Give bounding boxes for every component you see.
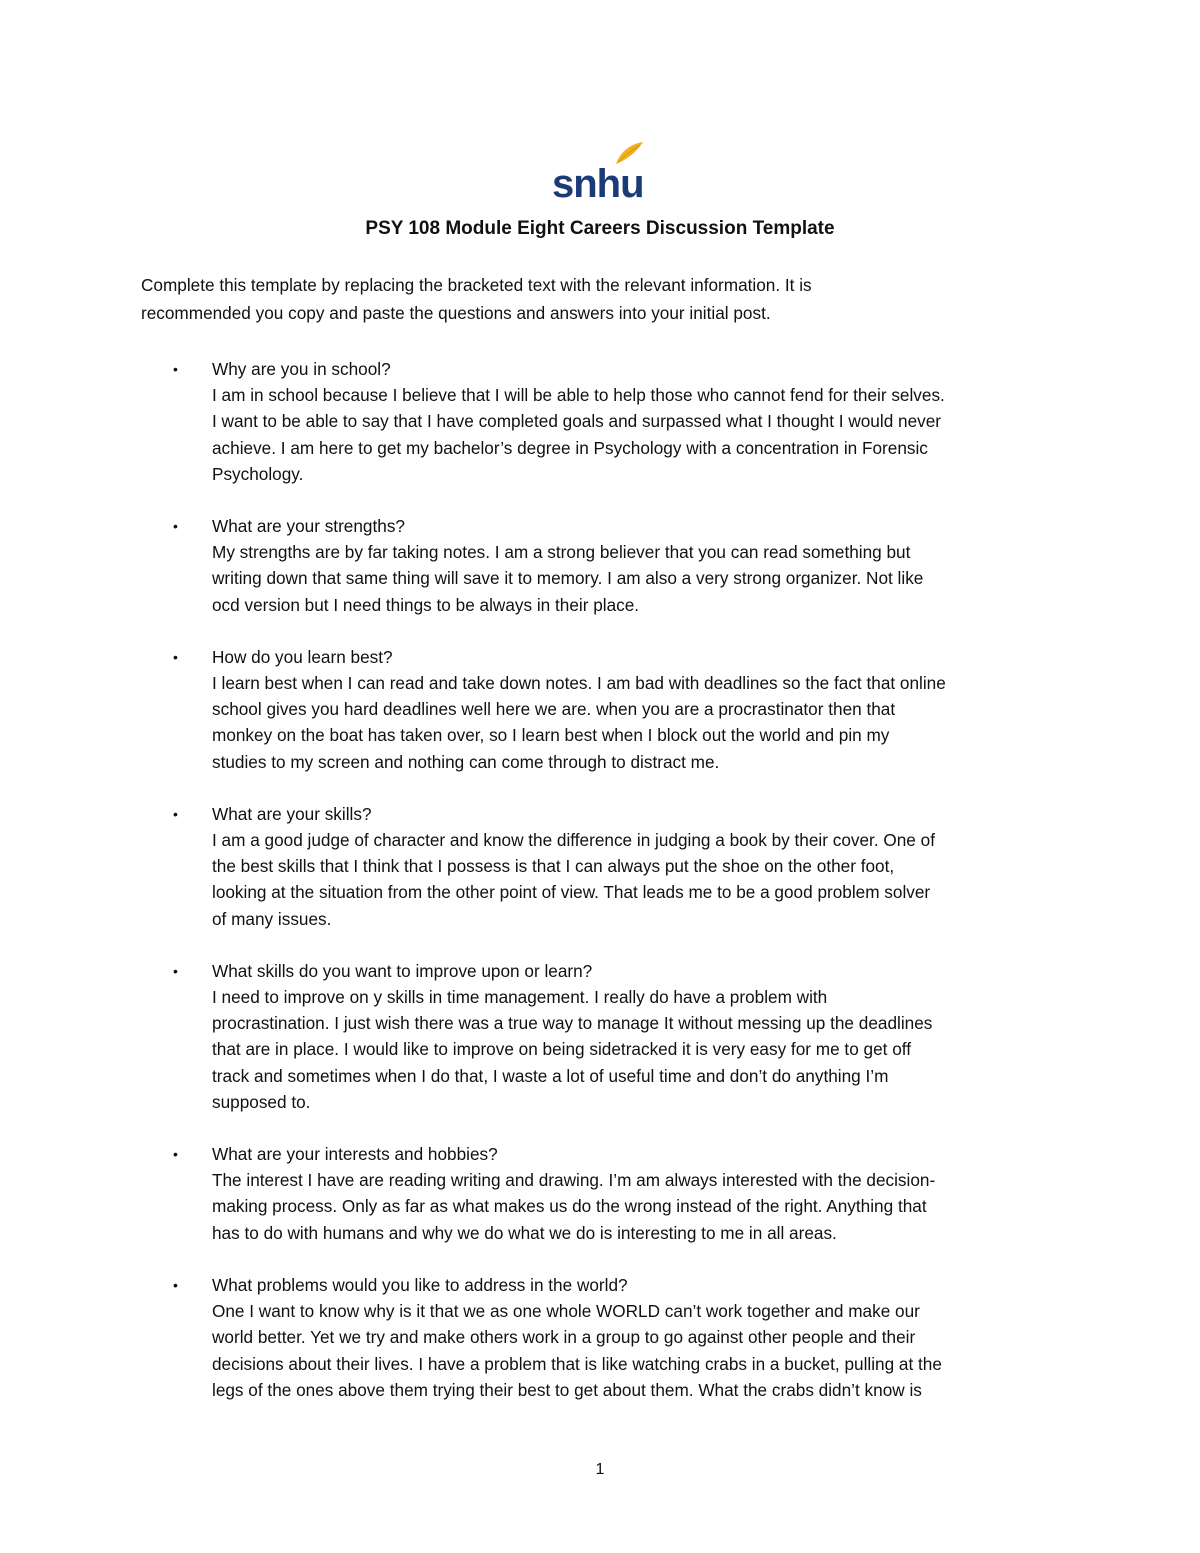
bullet-icon: •: [173, 805, 178, 822]
question-text: Why are you in school?: [212, 359, 391, 379]
bullet-icon: •: [173, 518, 178, 535]
bullet-icon: •: [173, 1276, 178, 1293]
question-text: What are your strengths?: [212, 516, 405, 537]
question-item: [141, 513, 1071, 618]
question-item: [141, 958, 1071, 1115]
answer-text: I learn best when I can read and take down notes. I am bad with deadlines so the fact that online school gives you hard deadlines well here we are. when you are a procrastinator then that monkey on the boat has taken over, so I learn best when I block out the world and pin my studies to my screen and nothing can come through to distract me.: [212, 673, 946, 772]
bullet-icon: •: [173, 962, 178, 979]
question-item: [141, 1141, 1071, 1246]
answer-text: I am in school because I believe that I will be able to help those who cannot fend for their selves. I want to be able to say that I have completed goals and surpassed what I thought I would never achieve. I am here to get my bachelor’s degree in Psychology with a concentration in Forensic Psychology.: [212, 385, 945, 484]
bullet-icon: •: [173, 1146, 178, 1163]
snhu-logo: [552, 140, 648, 204]
page-number: 1: [595, 1461, 605, 1478]
instructions-line: Complete this template by replacing the bracketed text with the relevant information. It is: [141, 275, 812, 295]
answer-text: One I want to know why is it that we as one whole WORLD can’t work together and make our world better. Yet we try and make others work in a group to go against other people and their decisions about their lives. I have a problem that is like watching crabs in a bucket, pulling at the legs of the ones above them trying their best to get about them. What the crabs didn’t know is: [212, 1301, 942, 1400]
instructions-line: recommended you copy and paste the questions and answers into your initial post.: [141, 303, 771, 323]
logo-wordmark: snhu: [552, 162, 644, 206]
question-text: What are your skills?: [212, 803, 372, 824]
question-text: What skills do you want to improve upon or learn?: [212, 960, 593, 981]
question-item: [141, 644, 1071, 775]
answer-text: I need to improve on y skills in time management. I really do have a problem with procrastination. I just wish there was a true way to manage It without messing up the deadlines that are in place. I would like to improve on being sidetracked it is very easy for me to get off track and sometimes when I do that, I waste a lot of useful time and don’t do anything I’m supposed to.: [212, 987, 933, 1112]
document-title: PSY 108 Module Eight Careers Discussion Template: [365, 218, 835, 239]
question-text: What are your interests and hobbies?: [212, 1144, 498, 1165]
instructions: [141, 271, 1071, 327]
question-text: How do you learn best?: [212, 646, 393, 667]
question-text: What problems would you like to address in the world?: [212, 1274, 628, 1295]
answer-text: I am a good judge of character and know the difference in judging a book by their cover. One of the best skills that I think that I possess is that I can always put the shoe on the other foot, looking at the situation from the other point of view. That leads me to be a good problem solver of many issues.: [212, 830, 935, 929]
question-item: [141, 801, 1071, 932]
question-item: [141, 356, 1071, 487]
bullet-icon: •: [173, 648, 178, 665]
answer-text: The interest I have are reading writing and drawing. I’m am always interested with the decision- making process. Only as far as what makes us do the wrong instead of the right. Anything that has to do with humans and why we do what we do is interesting to me in all areas.: [212, 1170, 936, 1243]
question-item: [141, 1272, 1071, 1403]
answer-text: My strengths are by far taking notes. I am a strong believer that you can read something but writing down that same thing will save it to memory. I am also a very strong organizer. Not like ocd version but I need things to be always in their place.: [212, 542, 924, 615]
question-list: [141, 356, 1071, 1429]
bullet-icon: •: [173, 361, 178, 377]
